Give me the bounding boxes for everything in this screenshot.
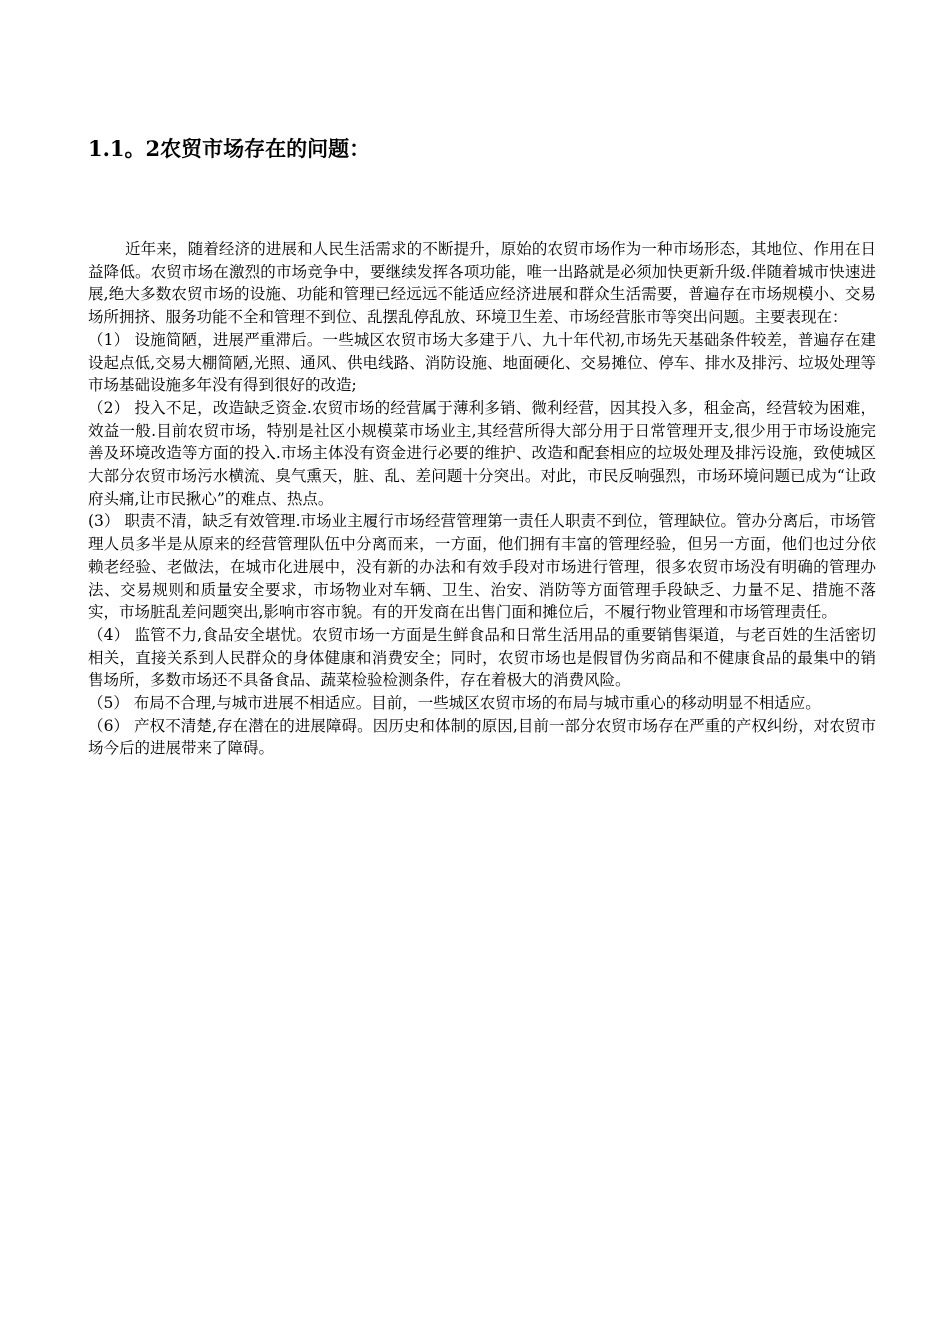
intro-paragraph: 近年来，随着经济的进展和人民生活需求的不断提升，原始的农贸市场作为一种市场形态，其地位、作用在日益降低。农贸市场在激烈的市场竞争中，要继续发挥各项功能，唯一出路就是必须加快更新升级.伴随着城市快速进展,绝大多数农贸市场的设施、功能和管理已经远远不能适应经济进展和群众生活需要，普遍存在市场规模小、交易场所拥挤、服务功能不全和管理不到位、乱摆乱停乱放、环境卫生差、市场经营胀市等突出问题。主要表现在：	[88, 240, 876, 327]
document-body	[88, 238, 876, 760]
section-heading: 1.1。2农贸市场存在的问题：	[88, 136, 371, 161]
problem-item-4: （4） 监管不力,食品安全堪忧。农贸市场一方面是生鲜食品和日常生活用品的重要销售渠道，与老百姓的生活密切相关，直接关系到人民群众的身体健康和消费安全；同时，农贸市场也是假冒伪劣商品和不健康食品的最集中的销售场所，多数市场还不具备食品、蔬菜检验检测条件，存在着极大的消费风险。	[88, 625, 876, 690]
problem-item-6: （6） 产权不清楚,存在潜在的进展障碍。因历史和体制的原因,目前一部分农贸市场存在严重的产权纠纷，对农贸市场今后的进展带来了障碍。	[88, 716, 876, 758]
problem-item-3: (3） 职责不清，缺乏有效管理.市场业主履行市场经营管理第一责任人职责不到位，管理缺位。管办分离后，市场管理人员多半是从原来的经营管理队伍中分离而来，一方面，他们拥有丰富的管理经验，但另一方面，他们也过分依赖老经验、老做法，在城市化进展中，没有新的办法和有效手段对市场进行管理，很多农贸市场没有明确的管理办法、交易规则和质量安全要求，市场物业对车辆、卫生、治安、消防等方面管理手段缺乏、力量不足、措施不落实，市场脏乱差问题突出,影响市容市貌。有的开发商在出售门面和摊位后，不履行物业管理和市场管理责任。	[88, 512, 876, 622]
problem-item-5: （5） 布局不合理,与城市进展不相适应。目前，一些城区农贸市场的布局与城市重心的移动明显不相适应。	[88, 694, 821, 713]
problem-item-1: （1） 设施简陋，进展严重滞后。一些城区农贸市场大多建于八、九十年代初,市场先天基础条件较差，普遍存在建设起点低,交易大棚简陋,光照、通风、供电线路、消防设施、地面硬化、交易摊位、停车、排水及排污、垃圾处理等市场基础设施多年没有得到很好的改造;	[88, 330, 876, 395]
problem-item-2: （2） 投入不足，改造缺乏资金.农贸市场的经营属于薄利多销、微利经营，因其投入多，租金高，经营较为困难，效益一般.目前农贸市场，特别是社区小规模菜市场业主,其经营所得大部分用于日常管理开支,很少用于市场设施完善及环境改造等方面的投入.市场主体没有资金进行必要的维护、改造和配套相应的垃圾处理及排污设施，致使城区大部分农贸市场污水横流、臭气熏天，脏、乱、差问题十分突出。对此，市民反响强烈，市场环境问题已成为“让政府头痛,让市民揪心”的难点、热点。	[88, 398, 876, 508]
